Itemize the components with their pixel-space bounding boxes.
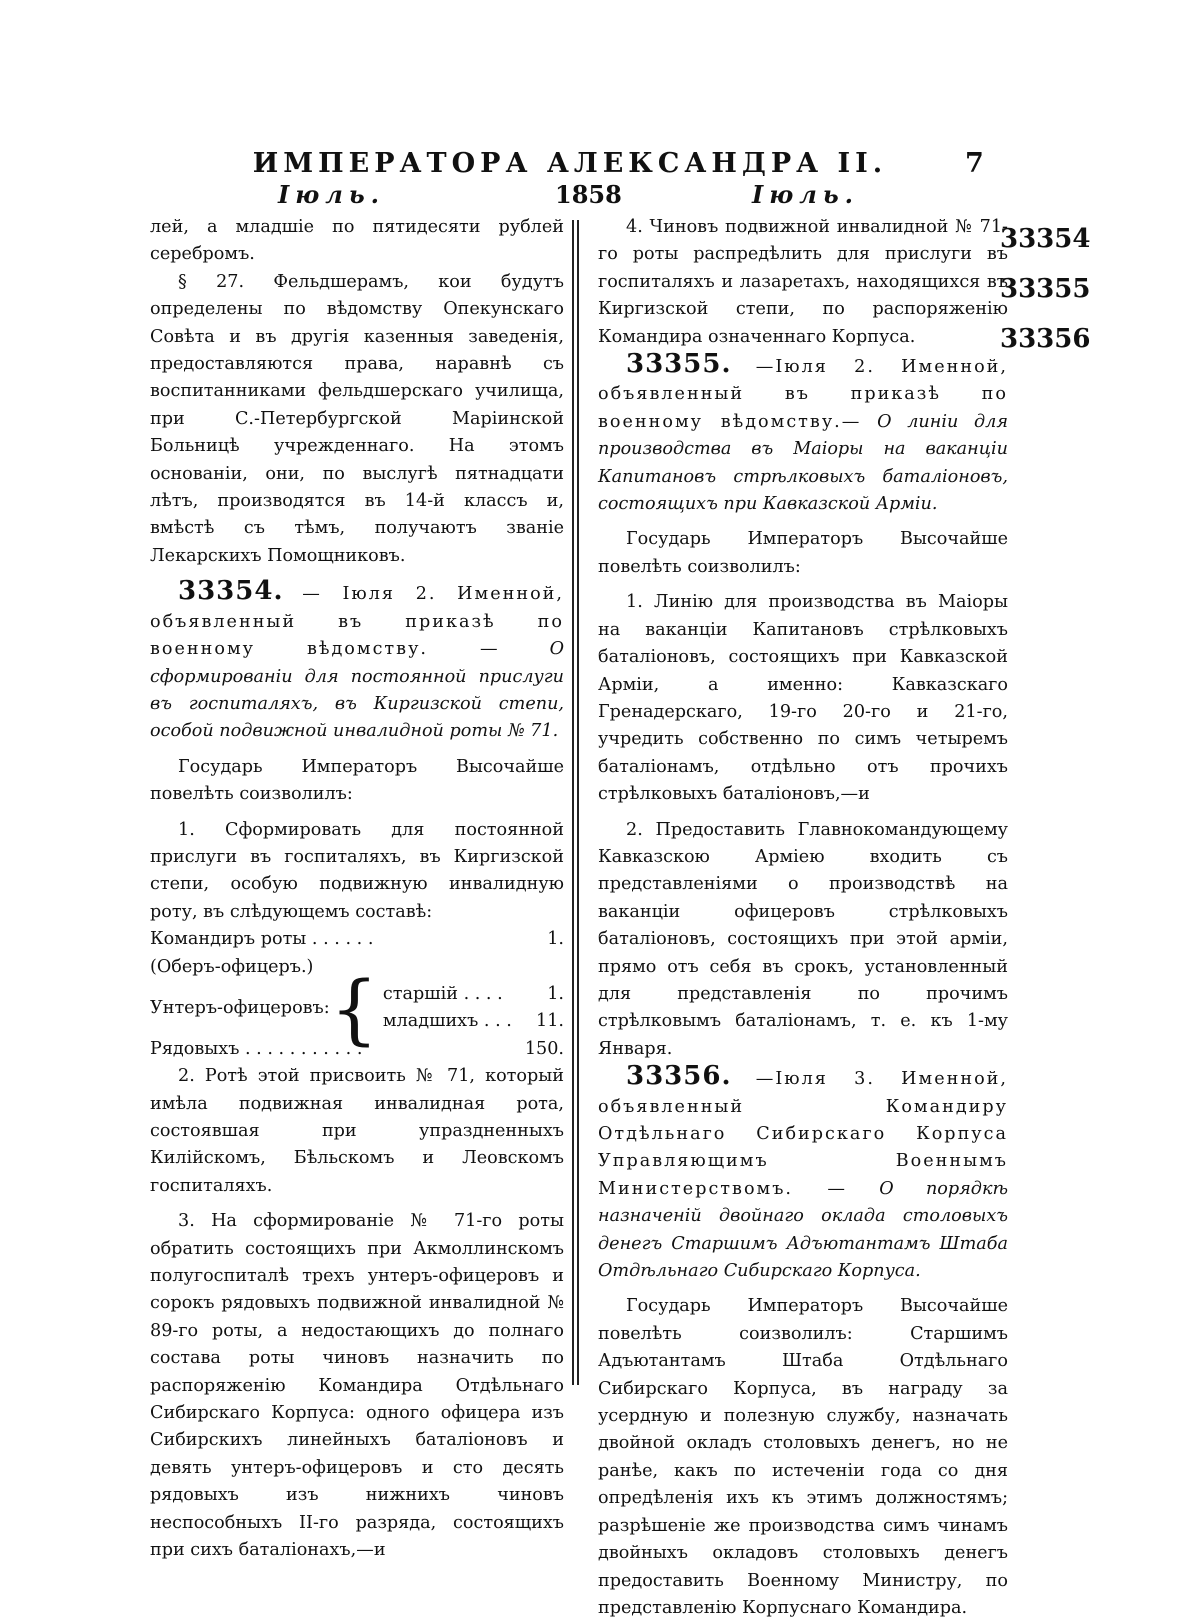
margin-entry-numbers (1000, 214, 1091, 364)
clause-2: 2. Ротѣ этой присвоить № 71, который имѣла подвижная инвалидная рота, состоявшая при упраздненныхъ Килійскомъ, Бѣльскомъ и Леовскомъ госпиталяхъ. (150, 1066, 564, 1196)
imperial-order: Государь Императоръ Высочайше повелѣть соизволилъ: (598, 529, 1008, 577)
entry-title: О сформированіи для постоянной прислуги въ госпиталяхъ, въ Киргизской степи, особой подвижной инвалидной роты № 71. (150, 639, 564, 742)
right-column (598, 214, 1008, 1622)
column-divider-line (577, 220, 579, 1385)
clause-3: 3. На сформированіе № 71-го роты обратить состоящихъ при Акмоллинскомъ полугоспиталѣ трехъ унтеръ-офицеровъ и сорокъ рядовыхъ подвижной инвалидной № 89-го роты, а недостающихъ до полнаго состава роты чиновъ назначить по распоряженію Командира Отдѣльнаго Сибирскаго Корпуса: одного офицера изъ Сибирскихъ линейныхъ баталіоновъ и девять унтеръ-офицеровъ и сто десять рядовыхъ изъ нижнихъ чиновъ неспособныхъ II-го разряда, состоящихъ при сихъ баталіонахъ,—и (150, 1211, 564, 1561)
staff-table (150, 926, 564, 1063)
entry-heading: — Іюля 2. Именной, объявленный въ приказѣ по военному вѣдомству. — (150, 584, 564, 660)
paragraph-continuation: лей, а младшіе по пятидесяти рублей серебромъ. (150, 217, 564, 265)
row-label: Унтеръ-офицеровъ: (150, 997, 330, 1018)
margin-number: 33356 (1000, 324, 1091, 354)
entry-title: О линіи для производства въ Маіоры на ваканціи Капитановъ стрѣлковыхъ баталіоновъ, состоящихъ при Кавказской Арміи. (598, 411, 1008, 515)
table-row (150, 981, 564, 1008)
row-value: 1. (547, 983, 564, 1004)
imperial-order: Государь Императоръ Высочайше повелѣть соизволилъ: (150, 756, 564, 805)
imperial-order: Государь Императоръ Высочайше повелѣть соизволилъ: Старшимъ Адъютантамъ Штаба Отдѣльнаго Сибирскаго Корпуса, въ награду за усердную и полезную службу, назначать двойной окладъ столовыхъ денегъ, но не ранѣе, какъ по истеченіи года со дня опредѣленія ихъ къ этимъ должностямъ; разрѣшеніе же производства симъ чинамъ двойныхъ окладовъ столовыхъ денегъ предоставить Военному Министру, по представленію Корпуснаго Командира. (598, 1296, 1008, 1618)
entry-heading: —Іюля 2. Именной, объявленный въ приказѣ по военному вѣдомству.— (598, 357, 1008, 432)
month-right: Іюль. (752, 180, 860, 209)
column-divider-line (572, 220, 574, 1385)
entry-33355 (598, 351, 1008, 518)
clause-1: 1. Сформировать для постоянной прислуги въ госпиталяхъ, въ Киргизской степи, особую подвижную инвалидную роту, въ слѣдующемъ составѣ: (150, 819, 564, 922)
clause-1: 1. Линію для производства въ Маіоры на ваканціи Капитановъ стрѣлковыхъ баталіоновъ, состоящихъ при Кавказской Арміи, а именно: Кавказскаго Гренадерскаго, 19-го 20-го и 21-го, учредить собственно по симъ четыремъ баталіонамъ, отдѣльно отъ прочихъ стрѣлковыхъ баталіоновъ,—и (598, 592, 1008, 805)
month-left: Іюль. (278, 180, 386, 209)
row-value: 1. (547, 929, 564, 950)
entry-33356 (598, 1063, 1008, 1285)
entry-heading: —Іюля 3. Именной, объявленный Командиру Отдѣльнаго Сибирскаго Корпуса Управляющимъ Военнымъ Министерствомъ. — (598, 1069, 1008, 1199)
sub-label: младшихъ . . . (382, 1011, 512, 1032)
row-label: Командиръ роты . . . . . . (150, 929, 374, 950)
row-value: 150. (524, 1038, 564, 1059)
entry-number: 33356. (626, 1061, 732, 1092)
brace: { (330, 963, 379, 1053)
row-note: (Оберъ-офицеръ.) (150, 956, 314, 977)
sub-label: старшій . . . . (382, 983, 503, 1004)
entry-title: О порядкѣ назначеній двойнаго оклада столовыхъ денегъ Старшимъ Адъютантамъ Штаба Отдѣльнаго Сибирскаго Корпуса. (598, 1178, 1008, 1282)
left-column (150, 214, 564, 1565)
margin-number: 33355 (1000, 274, 1091, 304)
clause-4: 4. Чиновъ подвижной инвалидной № 71-го роты распредѣлить для прислуги въ госпиталяхъ и лазаретахъ, находящихся въ Киргизской степи, по распоряженію Командира означеннаго Корпуса. (598, 217, 1008, 347)
paragraph-section-27: § 27. Фельдшерамъ, кои будутъ определены по вѣдомству Опекунскаго Совѣта и въ другія казенныя заведенія, предоставляются права, наравнѣ съ воспитанниками фельдшерскаго училища, при С.-Петербургской Маріинской Больницѣ учрежденнаго. На этомъ основаніи, они, по выслугѣ пятнадцати лѣтъ, производятся въ 14-й классъ и, вмѣстѣ съ тѣмъ, получаютъ званіе Лекарскихъ Помощниковъ. (150, 271, 564, 566)
entry-number: 33354. (178, 576, 284, 607)
year: 1858 (555, 180, 622, 209)
entry-number: 33355. (626, 349, 732, 380)
row-label: Рядовыхъ . . . . . . . . . . . (150, 1038, 363, 1059)
running-header-title: ИМПЕРАТОРА АЛЕКСАНДРА II. (252, 148, 888, 179)
row-value: 11. (536, 1011, 564, 1032)
clause-2: 2. Предоставить Главнокомандующему Кавказскою Арміею входить съ представленіями о производствѣ на ваканціи офицеровъ стрѣлковыхъ баталіоновъ, состоящихъ при этой арміи, прямо отъ себя въ срокъ, установленный для представленія по прочимъ стрѣлковымъ баталіонамъ, т. е. къ 1-му Января. (598, 819, 1008, 1059)
table-row (150, 926, 564, 953)
margin-number: 33354 (1000, 224, 1091, 254)
entry-33354 (150, 578, 564, 745)
page-number: 7 (965, 148, 984, 179)
table-row (150, 1036, 564, 1063)
